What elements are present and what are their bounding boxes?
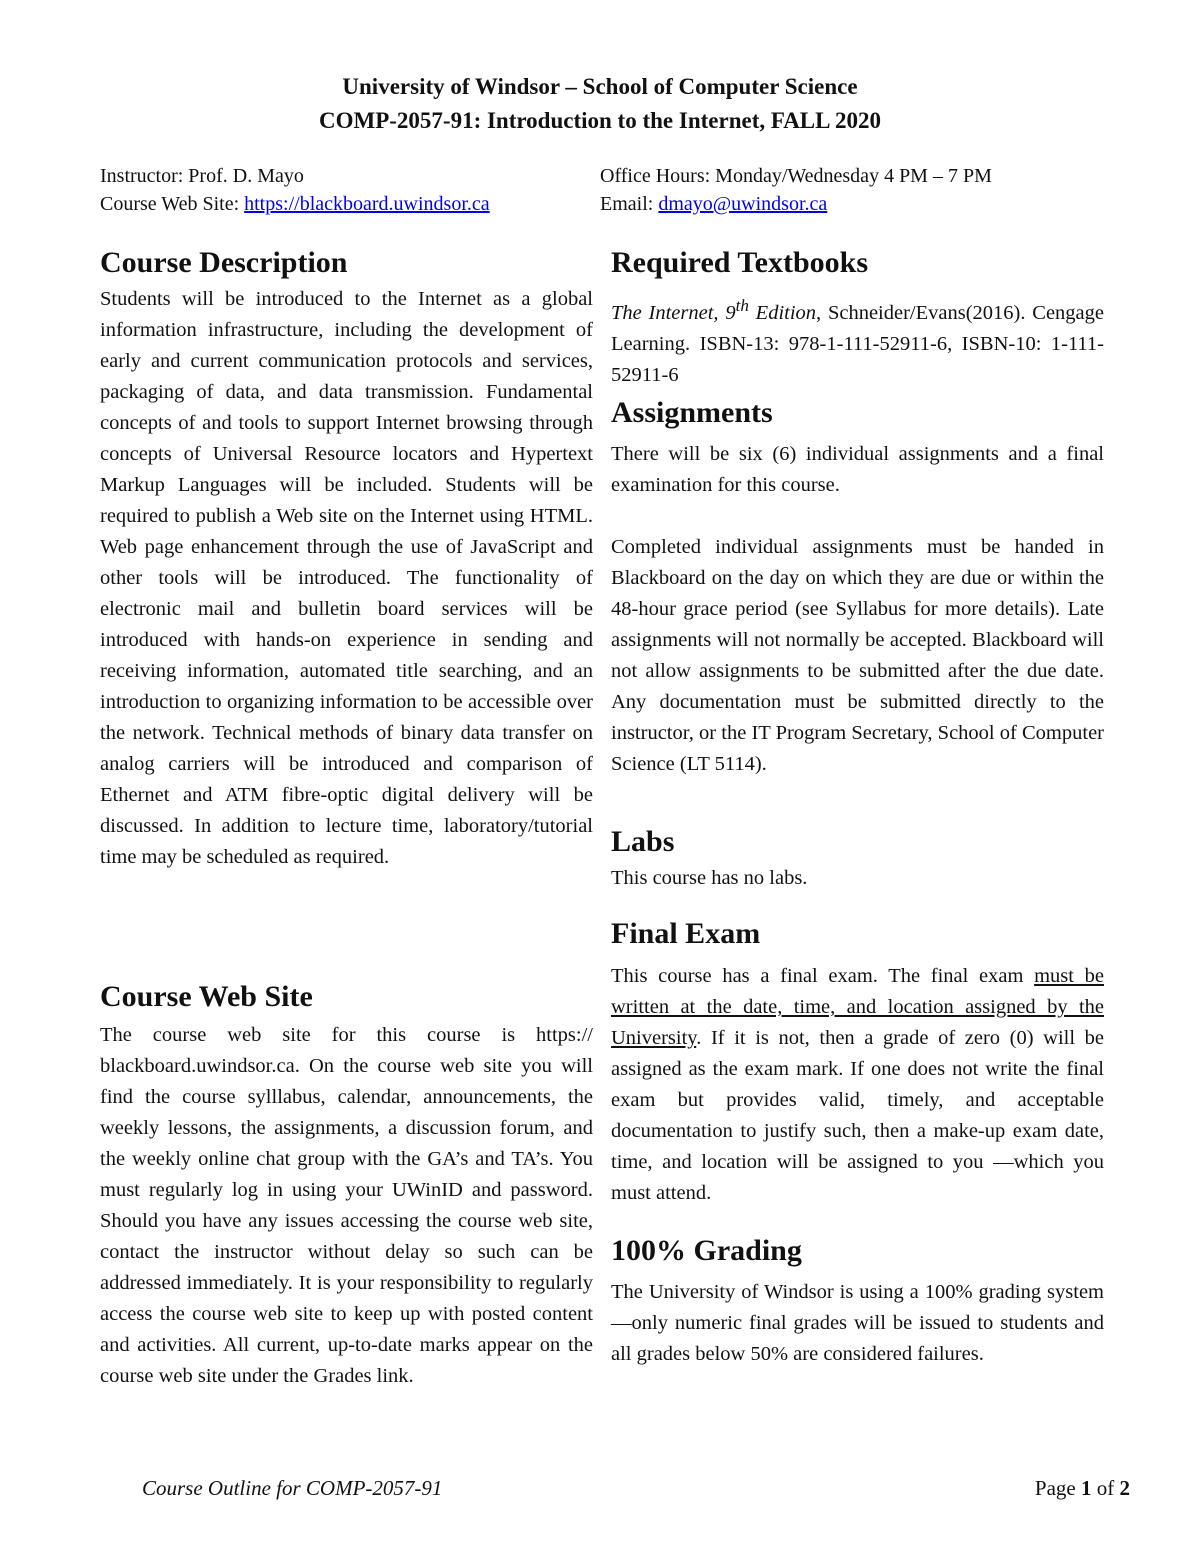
- instructor: Instructor: Prof. D. Mayo: [100, 165, 304, 187]
- course-description-section: [100, 245, 593, 873]
- textbook-details: , Schneider/Evans(2016). Cengage Learning. ISBN-13: 978-1-111-52911-6, ISBN-10: 1-111-52911-6: [611, 301, 1105, 386]
- email-line: [600, 190, 992, 218]
- labs-section: [611, 824, 1104, 894]
- website-link[interactable]: https://blackboard.uwindsor.ca: [244, 193, 490, 215]
- website-label: Course Web Site:: [100, 193, 245, 215]
- course-web-site-section: [100, 979, 593, 1392]
- grading-section: [611, 1233, 1104, 1370]
- email-label: Email:: [600, 193, 659, 215]
- email-link[interactable]: dmayo@uwindsor.ca: [658, 193, 828, 215]
- contact-info: [600, 162, 992, 218]
- textbook-text: [611, 290, 1104, 391]
- labs-heading: Labs: [611, 825, 675, 858]
- course-description-text: Students will be introduced to the Internet as a global information infrastructure, including the development of early and current communication protocols and services, packaging of data, and data transmission. Fundamental concepts of and tools to support Internet browsing through concepts of Universal Resource locators and Hypertext Markup Languages will be included. Students will be required to publish a Web site on the Internet using HTML. Web page enhancement through the use of JavaScript and other tools will be introduced. The functionality of electronic mail and bulletin board services will be introduced with hands-on experience in sending and receiving information, automated title searching, and an introduction to organizing information to be accessible over the network. Technical methods of binary data transfer on analog carriers will be introduced and comparison of Ethernet and ATM fibre-optic digital delivery will be discussed. In addition to lecture time, laboratory/tutorial time may be scheduled as required.: [100, 288, 593, 868]
- assignments-details: Completed individual assignments must be handed in Blackboard on the day on which they are due or within the 48-hour grace period (see Syllabus for more details). Late assignments will not normally be accepted. Blackboard will not allow assignments to be submitted after the due date. Any documentation must be submitted directly to the instructor, or the IT Program Secretary, School of Computer Science (LT 5114).: [611, 536, 1104, 775]
- document-title: University of Windsor – School of Computer Science: [342, 74, 858, 99]
- assignments-section: [611, 395, 1104, 780]
- final-exam-section: [611, 916, 1104, 1209]
- exam-requirement-underlined: must be written at the date, time, and location assigned by the University: [611, 965, 1104, 1049]
- page-number: Page 1 of 2: [1034, 1476, 1130, 1500]
- course-web-site-heading: Course Web Site: [100, 980, 313, 1013]
- final-exam-text: This course has a final exam. The final exam must be written at the date, time, and location assigned by the University. If it is not, then a grade of zero (0) will be assigned as the exam mark. If one does not write the final exam but provides valid, timely, and acceptable documentation to justify such, then a make-up exam date, time, and location will be assigned to you —which you must attend.: [611, 965, 1104, 1204]
- textbook-title: The Internet, 9th Edition: [611, 296, 817, 324]
- assignments-intro: There will be six (6) individual assignments and a final examination for this course.: [611, 443, 1104, 496]
- course-web-site-text: The course web site for this course is https:// blackboard.uwindsor.ca. On the course web site you will find the course sylllabus, calendar, announcements, the weekly lessons, the assignments, a discussion forum, and the weekly online chat group with the GA’s and TA’s. You must regularly log in using your UWinID and password. Should you have any issues accessing the course web site, contact the instructor without delay so such can be addressed immediately. It is your responsibility to regularly access the course web site to keep up with posted content and activities. All current, up-to-date marks appear on the course web site under the Grades link.: [100, 1024, 593, 1387]
- grading-heading: 100% Grading: [611, 1234, 802, 1267]
- course-website-line: [100, 190, 490, 218]
- course-description-heading: Course Description: [100, 246, 348, 279]
- final-exam-heading: Final Exam: [611, 917, 761, 950]
- textbooks-heading: Required Textbooks: [611, 246, 869, 279]
- grading-text: The University of Windsor is using a 100% grading system —only numeric final grades will be issued to students and all grades below 50% are considered failures.: [611, 1281, 1104, 1365]
- instructor-info: [100, 162, 490, 218]
- assignments-heading: Assignments: [611, 396, 773, 429]
- course-title: COMP-2057-91: Introduction to the Internet, FALL 2020: [319, 108, 881, 133]
- labs-text: This course has no labs.: [611, 867, 808, 889]
- office-hours: Office Hours: Monday/Wednesday 4 PM – 7 PM: [600, 165, 992, 187]
- textbooks-section: [611, 245, 1104, 391]
- footer-course-outline: Course Outline for COMP-2057-91: [142, 1476, 443, 1500]
